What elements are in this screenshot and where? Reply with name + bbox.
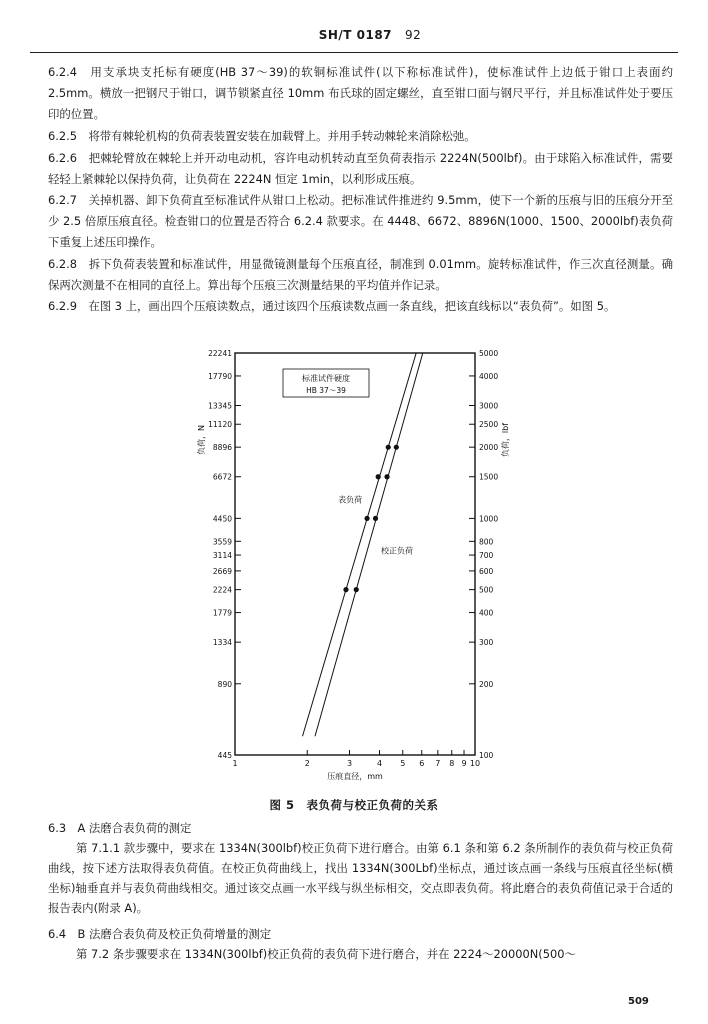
header-divider [30,52,678,53]
load-correction-chart [190,345,520,785]
data-point-gauge-load [376,474,381,479]
y-tick-label-right: 2500 [479,420,499,430]
y-tick-label-right: 4000 [479,371,499,381]
series-line-corrected-load [315,353,423,736]
data-point-corrected-load [384,474,389,479]
y-tick-label-left: 22241 [208,349,232,358]
x-tick-label: 5 [400,759,406,768]
x-tick-label: 9 [461,759,467,768]
y-tick-label-right: 100 [479,751,494,761]
y-tick-label-left: 11120 [208,420,232,430]
y-tick-label-right: 2000 [479,443,499,453]
y-tick-label-left: 1334 [212,638,232,648]
paragraph-6-2-5: 6.2.5 将带有棘轮机构的负荷表装置安装在加载臂上。并用手转动棘轮来消除松弛。 [48,129,476,143]
y-tick-label-left: 2669 [212,566,232,576]
section-6-4-body: 第 7.2 条步骤要求在 1334N(300lbf)校正负荷的表负荷下进行磨合，并在 2224～20000N(500～ [76,947,576,961]
paragraph-6-2-7: 6.2.7 关掉机器、卸下负荷直至标准试件从钳口上松动。把标准试件推进约 9.5mm，使下一个新的压痕与旧的压痕分开至少 2.5 倍原压痕直径。检查钳口的位置是否符合 6.2.4 款要求。在 4448、6672、8896N(1000、1500、2000lbf)表负荷下重复上述压印操作。 [48,193,673,249]
paragraph-6-2-8: 6.2.8 拆下负荷表装置和标准试件，用显微镜测量每个压痕直径，制准到 0.01mm。旋转标准试件，作三次直径测量。确保两次测量不在相同的直径上。算出每个压痕三次测量结果的平均值并作记录。 [48,257,673,292]
plot-frame [235,353,475,755]
y-tick-label-right: 300 [479,638,494,648]
y-tick-label-left: 6672 [212,472,232,482]
y-tick-label-left: 3114 [212,551,232,561]
page-number: 509 [628,996,649,1007]
section-6-4-title: 6.4 B 法磨合表负荷及校正负荷增量的测定 [48,927,272,941]
y-tick-label-left: 445 [217,751,232,760]
x-tick-label: 3 [346,759,353,768]
series-label: 表负荷 [338,495,363,505]
y-tick-label-right: 1500 [479,472,499,482]
x-tick-label: 4 [376,759,383,768]
y-tick-label-right: 1000 [479,514,499,524]
y-tick-label-right: 700 [479,551,494,561]
data-point-gauge-load [364,516,369,521]
y-tick-label-left: 8896 [212,443,232,453]
data-point-corrected-load [354,587,359,592]
data-point-gauge-load [343,587,348,592]
x-tick-label: 10 [469,759,481,768]
x-tick-label: 7 [435,759,441,768]
standard-code: SH/T 0187 [318,28,393,42]
paragraph-6-2-4: 6.2.4 用支承块支托标有硬度(HB 37～39)的软铜标准试件(以下称标准试件)，使标准试件上边低于钳口上表面约 2.5mm。横放一把钢尺于钳口，调节锁紧直径 10mm 布氏球的固定螺丝，直至钳口面与钢尺平行，并且标准试件处于要压印的位置。 [48,65,673,121]
y-tick-label-left: 17790 [208,371,232,381]
y-tick-label-right: 3000 [479,401,499,411]
x-axis-label: 压痕直径，mm [327,772,383,781]
y-tick-label-right: 500 [479,585,494,595]
x-tick-label: 2 [304,759,310,768]
paragraph-6-2-9: 6.2.9 在图 3 上，画出四个压痕读数点，通过该四个压痕读数点画一条直线，把该直线标以“表负荷”。如图 5。 [48,299,616,313]
annotation-line1: 标准试件硬度 [302,374,350,383]
y-tick-label-left: 3559 [212,537,232,547]
x-tick-label: 6 [419,759,425,768]
page-header [70,28,670,42]
x-tick-label: 8 [449,759,455,768]
y-tick-label-left: 1779 [212,608,232,618]
section-6-3-title: 6.3 A 法磨合表负荷的测定 [48,821,192,835]
series-line-gauge-load [302,353,416,736]
data-point-gauge-load [386,445,391,450]
y-tick-label-right: 600 [479,566,494,576]
y-tick-label-right: 800 [479,537,494,547]
series-label: 校正负荷 [381,546,414,556]
y-tick-label-right: 200 [479,679,494,689]
figure-caption: 图 5 表负荷与校正负荷的关系 [269,798,439,812]
data-point-corrected-load [373,516,378,521]
y-tick-label-left: 4450 [212,514,232,524]
annotation-line2: HB 37～39 [306,386,346,395]
y-axis-label-left: 负荷，N [197,425,206,455]
y-tick-label-right: 5000 [479,349,499,358]
standard-year: 92 [405,28,422,42]
x-tick-label: 1 [232,759,238,768]
y-axis-label-right: 负荷，lbf [501,422,510,458]
y-tick-label-right: 400 [479,608,494,618]
y-tick-label-left: 890 [217,679,232,689]
paragraph-6-2-6: 6.2.6 把棘轮臂放在棘轮上并开动电动机，容许电动机转动直至负荷表指示 2224N(500lbf)。由于球陷入标准试件，需要轻轻上紧棘轮以保持负荷，让负荷在 2224N 恒定 1min，以利形成压痕。 [48,151,673,186]
chart-svg [190,345,520,785]
y-tick-label-left: 2224 [212,585,232,595]
y-tick-label-left: 13345 [208,401,232,411]
section-6-3-body: 第 7.1.1 款步骤中，要求在 1334N(300lbf)校正负荷下进行磨合。由第 6.1 条和第 6.2 条所制作的表负荷与校正负荷曲线，按下述方法取得表负荷值。在校正负荷曲线上，找出 1334N(300Lbf)坐标点，通过该点画一条线与压痕直径坐标(横坐标)轴垂直并与表负荷曲线相交。通过该交点画一水平线与纵坐标相交，交点即表负荷。将此磨合的表负荷值记录于合适的报告表内(附录 A)。 [48,841,673,915]
data-point-corrected-load [394,445,399,450]
